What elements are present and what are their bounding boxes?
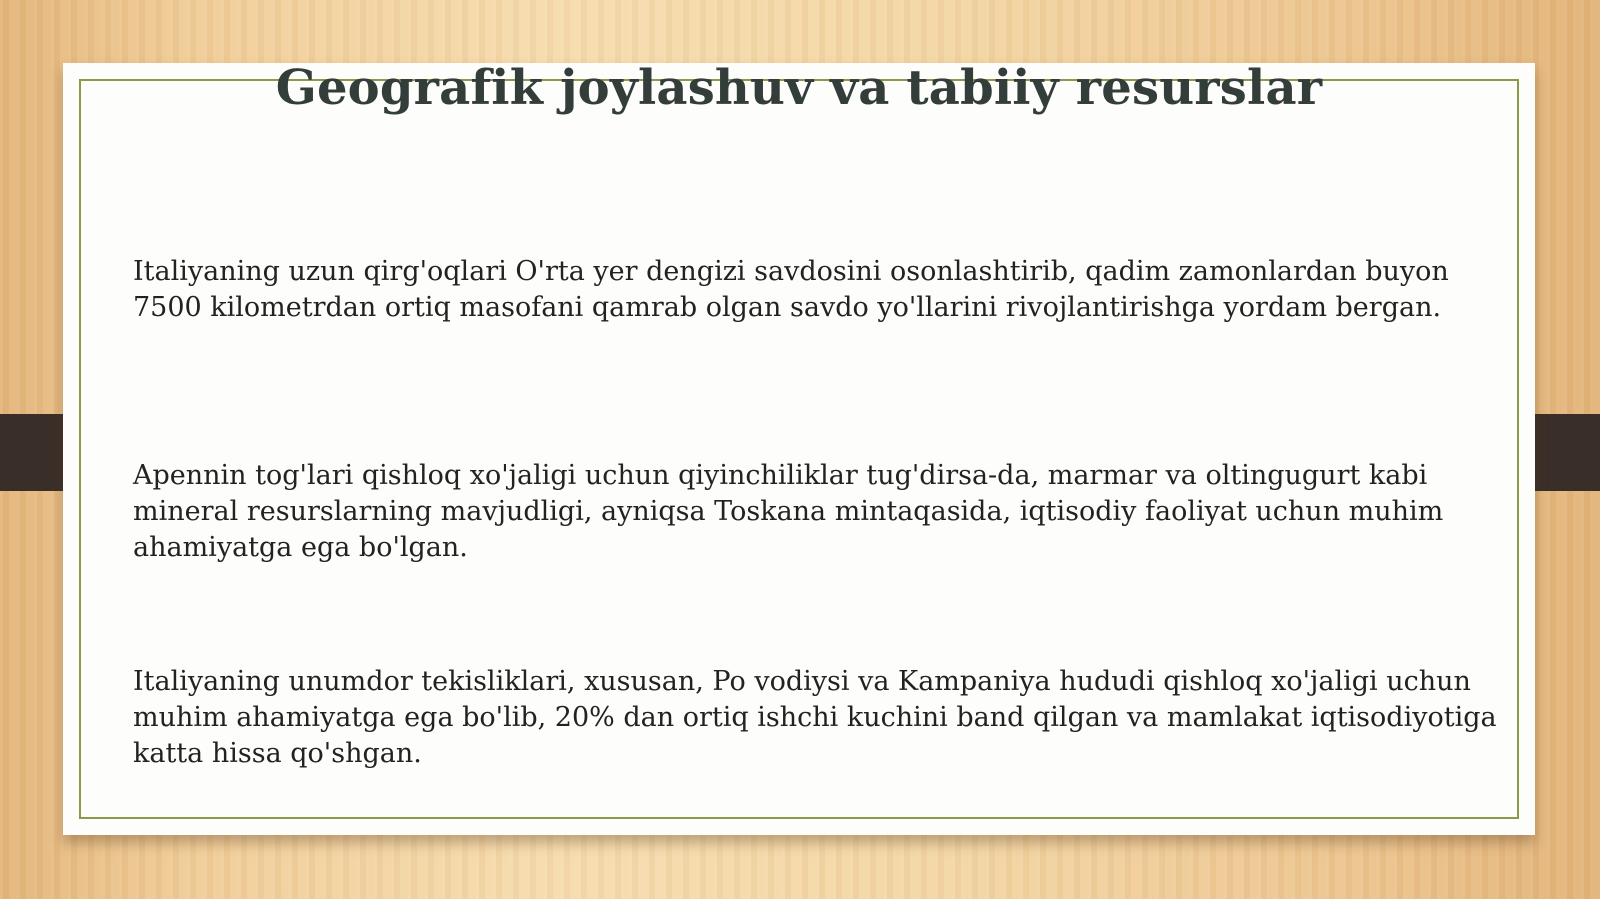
paragraph-plains: Italiyaning unumdor tekisliklari, xususan, Po vodiysi va Kampaniya hududi qishloq xo'jaligi uchun muhim ahamiyatga ega bo'lib, 20% dan ortiq ishchi kuchini band qilgan va mamlakat iqtisodiyotiga katta hissa qo'shgan. (133, 666, 1497, 769)
paragraph-apennines: Apennin tog'lari qishloq xo'jaligi uchun qiyinchiliklar tug'dirsa-da, marmar va oltingugurt kabi mineral resurslarning mavjudligi, ayniqsa Toskana mintaqasida, iqtisodiy faoliyat uchun muhim ahamiyatga ega bo'lgan. (133, 460, 1444, 563)
slide-title: Geografik joylashuv va tabiiy resurslar (275, 60, 1323, 116)
paragraph-coastline: Italiyaning uzun qirg'oqlari O'rta yer dengizi savdosini osonlashtirib, qadim zamonlardan buyon 7500 kilometrdan ortiq masofani qamrab olgan savdo yo'llarini rivojlantirishga yordam bergan. (133, 256, 1449, 323)
